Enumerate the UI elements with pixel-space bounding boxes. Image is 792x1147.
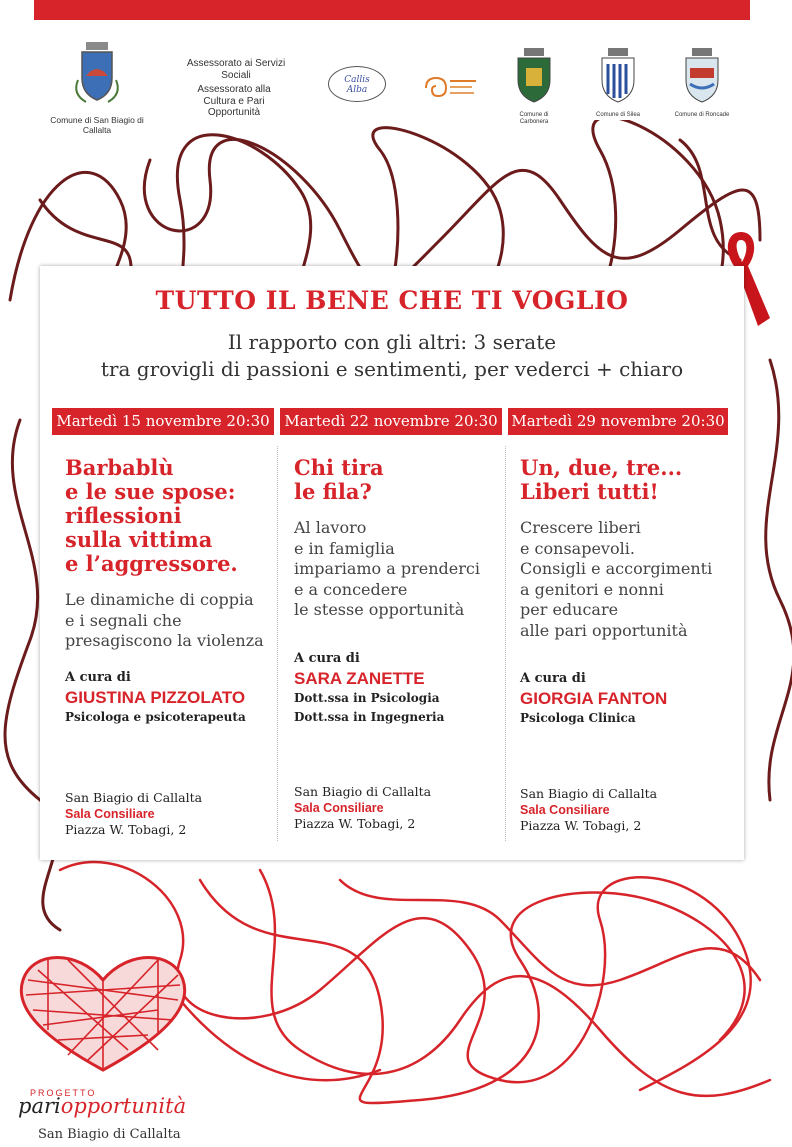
venue-town: San Biagio di Callalta xyxy=(520,786,658,801)
talk-title-line: Liberi tutti! xyxy=(520,479,659,504)
pari-opportunita-logo xyxy=(18,1094,186,1118)
description-line: alle pari opportunità xyxy=(520,620,688,640)
talk-title xyxy=(520,456,742,504)
assessorato-cultura: Assessorato alla Cultura e Pari Opportunità xyxy=(197,84,271,118)
description-line: Crescere liberi xyxy=(520,518,641,537)
yarn-heart-icon xyxy=(8,940,198,1080)
description-line: Le dinamiche di coppia xyxy=(65,590,254,609)
speaker-role: Psicologa e psicoterapeuta xyxy=(65,709,246,724)
description-line: e in famiglia xyxy=(294,538,395,558)
venue-address: Piazza W. Tobagi, 2 xyxy=(520,818,642,833)
top-red-bar xyxy=(34,0,750,20)
talk-description xyxy=(65,590,287,652)
speaker-role: Psicologa Clinica xyxy=(520,711,636,725)
event-column-1 xyxy=(65,456,287,727)
venue-hall: Sala Consiliare xyxy=(294,801,384,815)
coat-of-arms-icon xyxy=(70,40,124,112)
talk-title-line: Un, due, tre... xyxy=(520,455,683,480)
venue-1 xyxy=(65,790,202,838)
description-line: presagiscono la violenza xyxy=(65,631,264,650)
description-line: per educare xyxy=(520,600,619,619)
event-card xyxy=(40,266,744,860)
description-line: Al lavoro xyxy=(294,518,367,537)
event-column-2 xyxy=(294,456,516,727)
venue-hall: Sala Consiliare xyxy=(520,803,610,817)
talk-description xyxy=(294,518,516,621)
talk-title-line: le fila? xyxy=(294,479,372,504)
carbonera-arms-icon xyxy=(512,46,556,108)
venue-hall: Sala Consiliare xyxy=(65,807,155,821)
talk-description xyxy=(520,518,742,641)
description-line: e consapevoli. xyxy=(520,538,635,558)
talk-title-line: e le sue spose: xyxy=(65,479,236,504)
curated-by-label: A cura di xyxy=(65,669,131,685)
talk-title-line: riflessioni xyxy=(65,503,182,528)
description-line: Consigli e accorgimenti xyxy=(520,559,713,578)
venue-address: Piazza W. Tobagi, 2 xyxy=(65,822,187,837)
speaker-role: Dott.ssa in Psicologia xyxy=(294,690,440,705)
event-date-1: Martedì 15 novembre 20:30 xyxy=(52,408,274,435)
venue-town: San Biagio di Callalta xyxy=(294,784,432,799)
description-line: e a concedere xyxy=(294,579,408,599)
speaker-name: GIUSTINA PIZZOLATO xyxy=(65,687,246,707)
venue-2 xyxy=(294,784,431,832)
description-line: le stesse opportunità xyxy=(294,600,465,619)
event-date-3: Martedì 29 novembre 20:30 xyxy=(508,408,728,435)
talk-title-line: Barbablù xyxy=(65,455,174,480)
curated-by-label: A cura di xyxy=(294,650,360,666)
progetto-label: PROGETTO xyxy=(30,1088,97,1098)
talk-title xyxy=(65,456,287,576)
talk-title-line: sulla vittima xyxy=(65,527,213,552)
subtitle-line-2: tra grovigli di passioni e sentimenti, per vederci + chiaro xyxy=(100,357,684,381)
talk-title xyxy=(294,456,516,504)
venue-3 xyxy=(520,786,657,834)
description-line: e i segnali che xyxy=(65,610,182,630)
silea-label: Comune di Silea xyxy=(595,112,641,118)
roncade-arms-icon xyxy=(680,46,724,108)
talk-title-line: e l’aggressore. xyxy=(65,551,238,576)
speaker-role: Dott.ssa in Ingegneria xyxy=(294,709,445,724)
talk-title-line: Chi tira xyxy=(294,455,384,480)
speaker-name: SARA ZANETTE xyxy=(294,668,425,688)
footer-town: San Biagio di Callalta xyxy=(38,1127,181,1142)
spiral-logo-icon xyxy=(416,64,480,108)
description-line: impariamo a prenderci xyxy=(294,559,480,578)
description-line: a genitori e nonni xyxy=(520,579,664,599)
venue-address: Piazza W. Tobagi, 2 xyxy=(294,816,416,831)
opportunita-word: opportunità xyxy=(60,1094,187,1118)
speaker-name: GIORGIA FANTON xyxy=(520,689,668,708)
event-column-3 xyxy=(520,456,742,728)
page-title: TUTTO IL BENE CHE TI VOGLIO xyxy=(155,286,629,315)
subtitle-line-1: Il rapporto con gli altri: 3 serate xyxy=(227,330,557,354)
event-date-2: Martedì 22 novembre 20:30 xyxy=(280,408,502,435)
comune-label: Comune di San Biagio di Callalta xyxy=(50,115,144,135)
silea-arms-icon xyxy=(596,46,640,108)
callis-alba-label: Callis Alba xyxy=(344,75,370,95)
curated-by-label: A cura di xyxy=(520,671,586,686)
carbonera-label: Comune di Carbonera xyxy=(519,112,549,125)
venue-town: San Biagio di Callalta xyxy=(65,790,203,805)
roncade-label: Comune di Roncade xyxy=(674,112,730,118)
assessorato-servizi: Assessorato ai Servizi Sociali xyxy=(186,58,286,81)
callis-alba-logo xyxy=(328,66,386,102)
sponsor-logos xyxy=(0,38,792,135)
pari-word: pari xyxy=(18,1094,61,1118)
